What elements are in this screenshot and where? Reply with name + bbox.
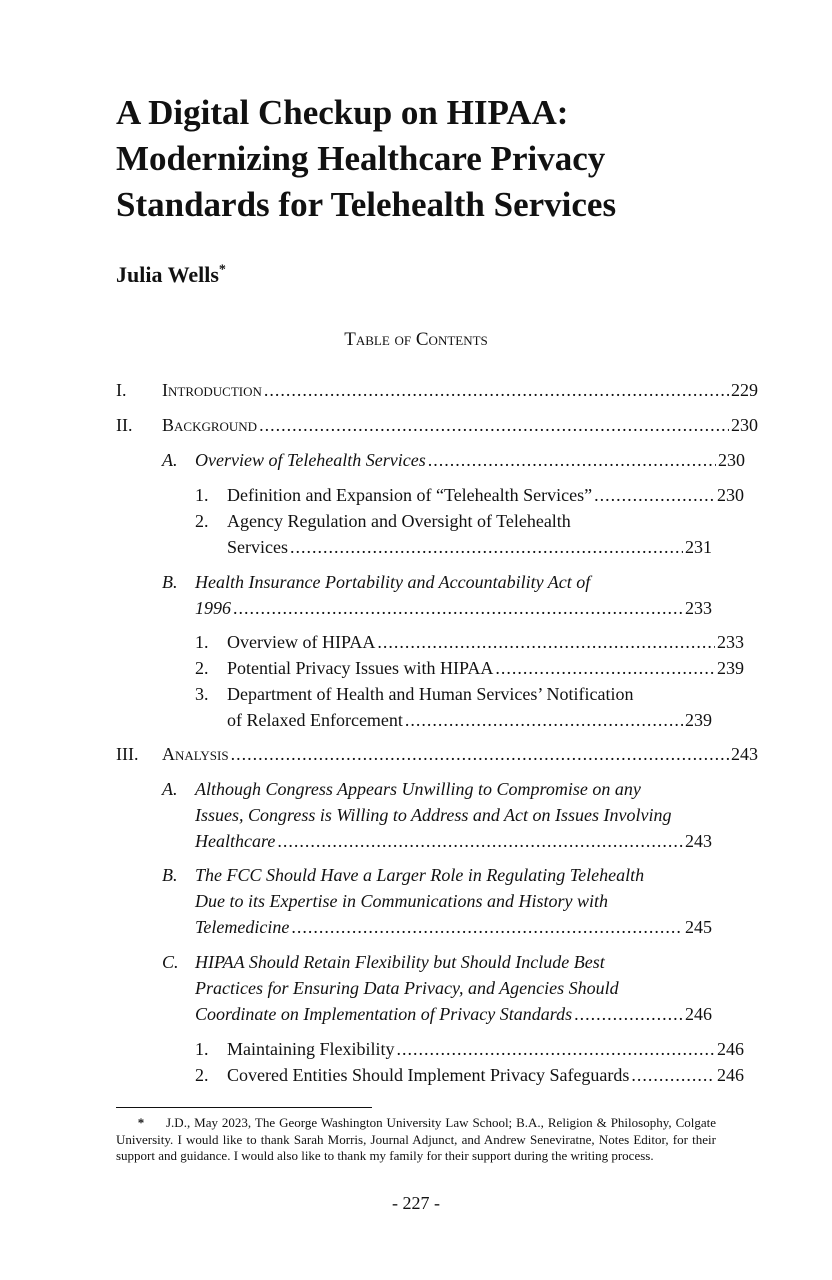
author-name-text: Julia Wells (116, 262, 219, 287)
toc-entry-page: 246 (685, 1004, 712, 1024)
toc-entry-number: 2. (195, 511, 209, 531)
toc-entry-number: C. (162, 952, 179, 972)
toc-entry-title: Coordinate on Implementation of Privacy Standards (195, 1004, 573, 1024)
toc-entry (195, 1062, 744, 1088)
toc-entry-page: 233 (717, 632, 744, 652)
toc-entry-page: 231 (685, 537, 712, 557)
toc-entry-first-line (195, 508, 571, 534)
dot-leader (259, 412, 729, 438)
toc-entry-title: Healthcare (195, 831, 276, 851)
dot-leader (264, 377, 729, 403)
toc-entry-title: Telemedicine (195, 917, 290, 937)
toc-entry (195, 629, 744, 655)
toc-entry-page: 239 (717, 658, 744, 678)
toc-entry-first-line (162, 776, 641, 802)
toc-entry (162, 447, 745, 473)
toc-entry-title: Potential Privacy Issues with HIPAA (227, 658, 494, 678)
dot-leader (428, 447, 716, 473)
toc-entry-title-line: Practices for Ensuring Data Privacy, and Agencies Should (195, 978, 619, 998)
toc-entry-first-line (162, 569, 591, 595)
dot-leader (495, 655, 715, 681)
toc-entry-page: 246 (717, 1065, 744, 1085)
footnote (116, 1115, 716, 1165)
toc-entry-first-line (162, 949, 605, 975)
toc-entry-first-line (195, 681, 634, 707)
toc-entry-title-line: Health Insurance Portability and Accountability Act of (195, 572, 591, 592)
toc-entry-first-line (162, 862, 645, 888)
toc-entry (195, 914, 712, 940)
toc-entry-number: 1. (195, 1039, 209, 1059)
toc-entry-title-line: The FCC Should Have a Larger Role in Regulating Telehealth (195, 865, 645, 885)
toc-entry-title: Definition and Expansion of “Telehealth Services” (227, 485, 593, 505)
author-name (116, 262, 226, 288)
toc-entry-number: 1. (195, 485, 209, 505)
toc-entry (195, 482, 744, 508)
toc-entry-number: II. (116, 415, 133, 435)
toc-entry-title: Overview of Telehealth Services (195, 450, 426, 470)
dot-leader (397, 1036, 716, 1062)
title-line: Modernizing Healthcare Privacy (116, 139, 606, 178)
toc-entry-title-line: Department of Health and Human Services’ Notification (227, 684, 634, 704)
dot-leader (233, 595, 683, 621)
toc-entry-page: 233 (685, 598, 712, 618)
toc-entry-number: I. (116, 380, 127, 400)
footnote-divider (116, 1107, 372, 1108)
toc-entry-title: Services (227, 537, 288, 557)
toc-entry-number: A. (162, 450, 178, 470)
toc-entry-number: 2. (195, 1065, 209, 1085)
toc-entry-title-line: Agency Regulation and Oversight of Telehealth (227, 511, 571, 531)
toc-entry-page: 230 (718, 450, 745, 470)
toc-entry (116, 412, 758, 438)
toc-entry (195, 595, 712, 621)
toc-entry-page: 245 (685, 917, 712, 937)
toc-entry-number: 2. (195, 658, 209, 678)
dot-leader (574, 1001, 683, 1027)
toc-entry-title-line: Due to its Expertise in Communications and History with (195, 891, 608, 911)
toc-entry (227, 534, 712, 560)
toc-entry (116, 377, 758, 403)
toc-entry (195, 655, 744, 681)
dot-leader (277, 828, 683, 854)
toc-entry-title: Background (162, 415, 258, 435)
toc-entry-page: 246 (717, 1039, 744, 1059)
toc-entry-page: 230 (717, 485, 744, 505)
toc-entry-title: Analysis (162, 744, 229, 764)
footnote-mark: * (137, 1115, 145, 1130)
toc-entry-page: 243 (731, 744, 758, 764)
toc-entry-number: A. (162, 779, 178, 799)
toc-entry-title: 1996 (195, 598, 231, 618)
toc-entry-title-line: HIPAA Should Retain Flexibility but Should Include Best (195, 952, 605, 972)
toc-entry-title: Covered Entities Should Implement Privacy Safeguards (227, 1065, 630, 1085)
toc-entry (195, 1036, 744, 1062)
footnote-reference: * (218, 262, 226, 278)
toc-entry-number: B. (162, 572, 178, 592)
toc-entry-title-line: Issues, Congress is Willing to Address and Act on Issues Involving (195, 805, 672, 825)
toc-entry-title: Overview of HIPAA (227, 632, 376, 652)
dot-leader (594, 482, 715, 508)
toc-entry (116, 741, 758, 767)
page-number: - 227 - (392, 1193, 440, 1213)
toc-entry-number: 3. (195, 684, 209, 704)
dot-leader (405, 707, 683, 733)
toc-entry-number: 1. (195, 632, 209, 652)
toc-entry-title-line: Although Congress Appears Unwilling to Compromise on any (195, 779, 641, 799)
toc-entry (227, 707, 712, 733)
toc-entry-number: III. (116, 744, 139, 764)
toc-entry-number: B. (162, 865, 178, 885)
dot-leader (631, 1062, 715, 1088)
footnote-text: J.D., May 2023, The George Washington University Law School; B.A., Religion & Philosophy, Colgate University. I would like to thank Sarah Morris, Journal Adjunct, and Andrew Seneviratne, Notes Editor, for their support and guidance. I would also like to thank my family for their support during the writing process. (116, 1115, 716, 1163)
toc-entry (195, 828, 712, 854)
toc-entry-title: Introduction (162, 380, 262, 400)
article-title (116, 90, 736, 228)
dot-leader (377, 629, 715, 655)
toc-entry-page: 239 (685, 710, 712, 730)
toc-entry-page: 229 (731, 380, 758, 400)
toc-heading: Table of Contents (344, 329, 488, 350)
dot-leader (291, 914, 683, 940)
title-line: A Digital Checkup on HIPAA: (116, 93, 569, 132)
dot-leader (290, 534, 683, 560)
toc-entry-title: of Relaxed Enforcement (227, 710, 403, 730)
dot-leader (231, 741, 729, 767)
toc-entry (195, 1001, 712, 1027)
title-line: Standards for Telehealth Services (116, 185, 617, 224)
toc-entry-page: 230 (731, 415, 758, 435)
toc-entry-title: Maintaining Flexibility (227, 1039, 395, 1059)
toc-entry-page: 243 (685, 831, 712, 851)
